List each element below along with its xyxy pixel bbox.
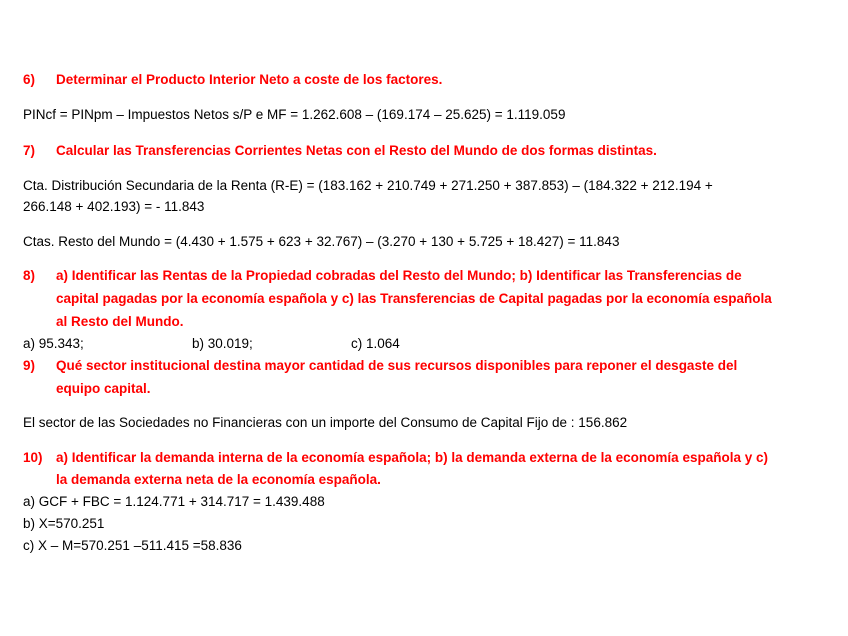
question-9-number: 9) — [23, 358, 36, 373]
question-9-answer: El sector de las Sociedades no Financieras con un importe del Consumo de Capital Fijo de : 156.862 — [23, 415, 628, 430]
question-7-title: Calcular las Transferencias Corrientes Netas con el Resto del Mundo de dos formas distintas. — [56, 143, 657, 158]
question-8-number: 8) — [23, 268, 36, 283]
question-9-title-line-2: equipo capital. — [56, 381, 151, 396]
question-10-answer-a: a) GCF + FBC = 1.124.771 + 314.717 = 1.439.488 — [23, 494, 325, 509]
question-8-answer-c: c) 1.064 — [351, 336, 400, 351]
question-7-number: 7) — [23, 143, 36, 158]
question-8-answer-b: b) 30.019; — [192, 336, 253, 351]
question-6-title: Determinar el Producto Interior Neto a coste de los factores. — [56, 72, 443, 87]
question-10-answer-c: c) X – M=570.251 –511.415 =58.836 — [23, 538, 242, 553]
question-8-title-line-3: al Resto del Mundo. — [56, 314, 184, 329]
question-7-answer-2: Ctas. Resto del Mundo = (4.430 + 1.575 + 623 + 32.767) – (3.270 + 130 + 5.725 + 18.427) = 11.843 — [23, 234, 620, 249]
question-9-title-line-1: Qué sector institucional destina mayor cantidad de sus recursos disponibles para reponer el desgaste del — [56, 358, 738, 373]
question-10-number: 10) — [23, 450, 43, 465]
question-10-title-line-1: a) Identificar la demanda interna de la economía española; b) la demanda externa de la economía española y c) — [56, 450, 768, 465]
question-8-answer-a: a) 95.343; — [23, 336, 84, 351]
question-7-answer-1-line-2: 266.148 + 402.193) = - 11.843 — [23, 199, 205, 214]
question-8-title-line-2: capital pagadas por la economía española y c) las Transferencias de Capital pagadas por la economía española — [56, 291, 772, 306]
question-10-answer-b: b) X=570.251 — [23, 516, 105, 531]
question-6-number: 6) — [23, 72, 36, 87]
question-8-title-line-1: a) Identificar las Rentas de la Propiedad cobradas del Resto del Mundo; b) Identificar las Transferencias de — [56, 268, 742, 283]
question-6-answer: PINcf = PINpm – Impuestos Netos s/P e MF = 1.262.608 – (169.174 – 25.625) = 1.119.059 — [23, 107, 566, 122]
question-7-answer-1-line-1: Cta. Distribución Secundaria de la Renta (R-E) = (183.162 + 210.749 + 271.250 + 387.853) – (184.322 + 212.194 + — [23, 178, 713, 193]
question-10-title-line-2: la demanda externa neta de la economía española. — [56, 472, 381, 487]
